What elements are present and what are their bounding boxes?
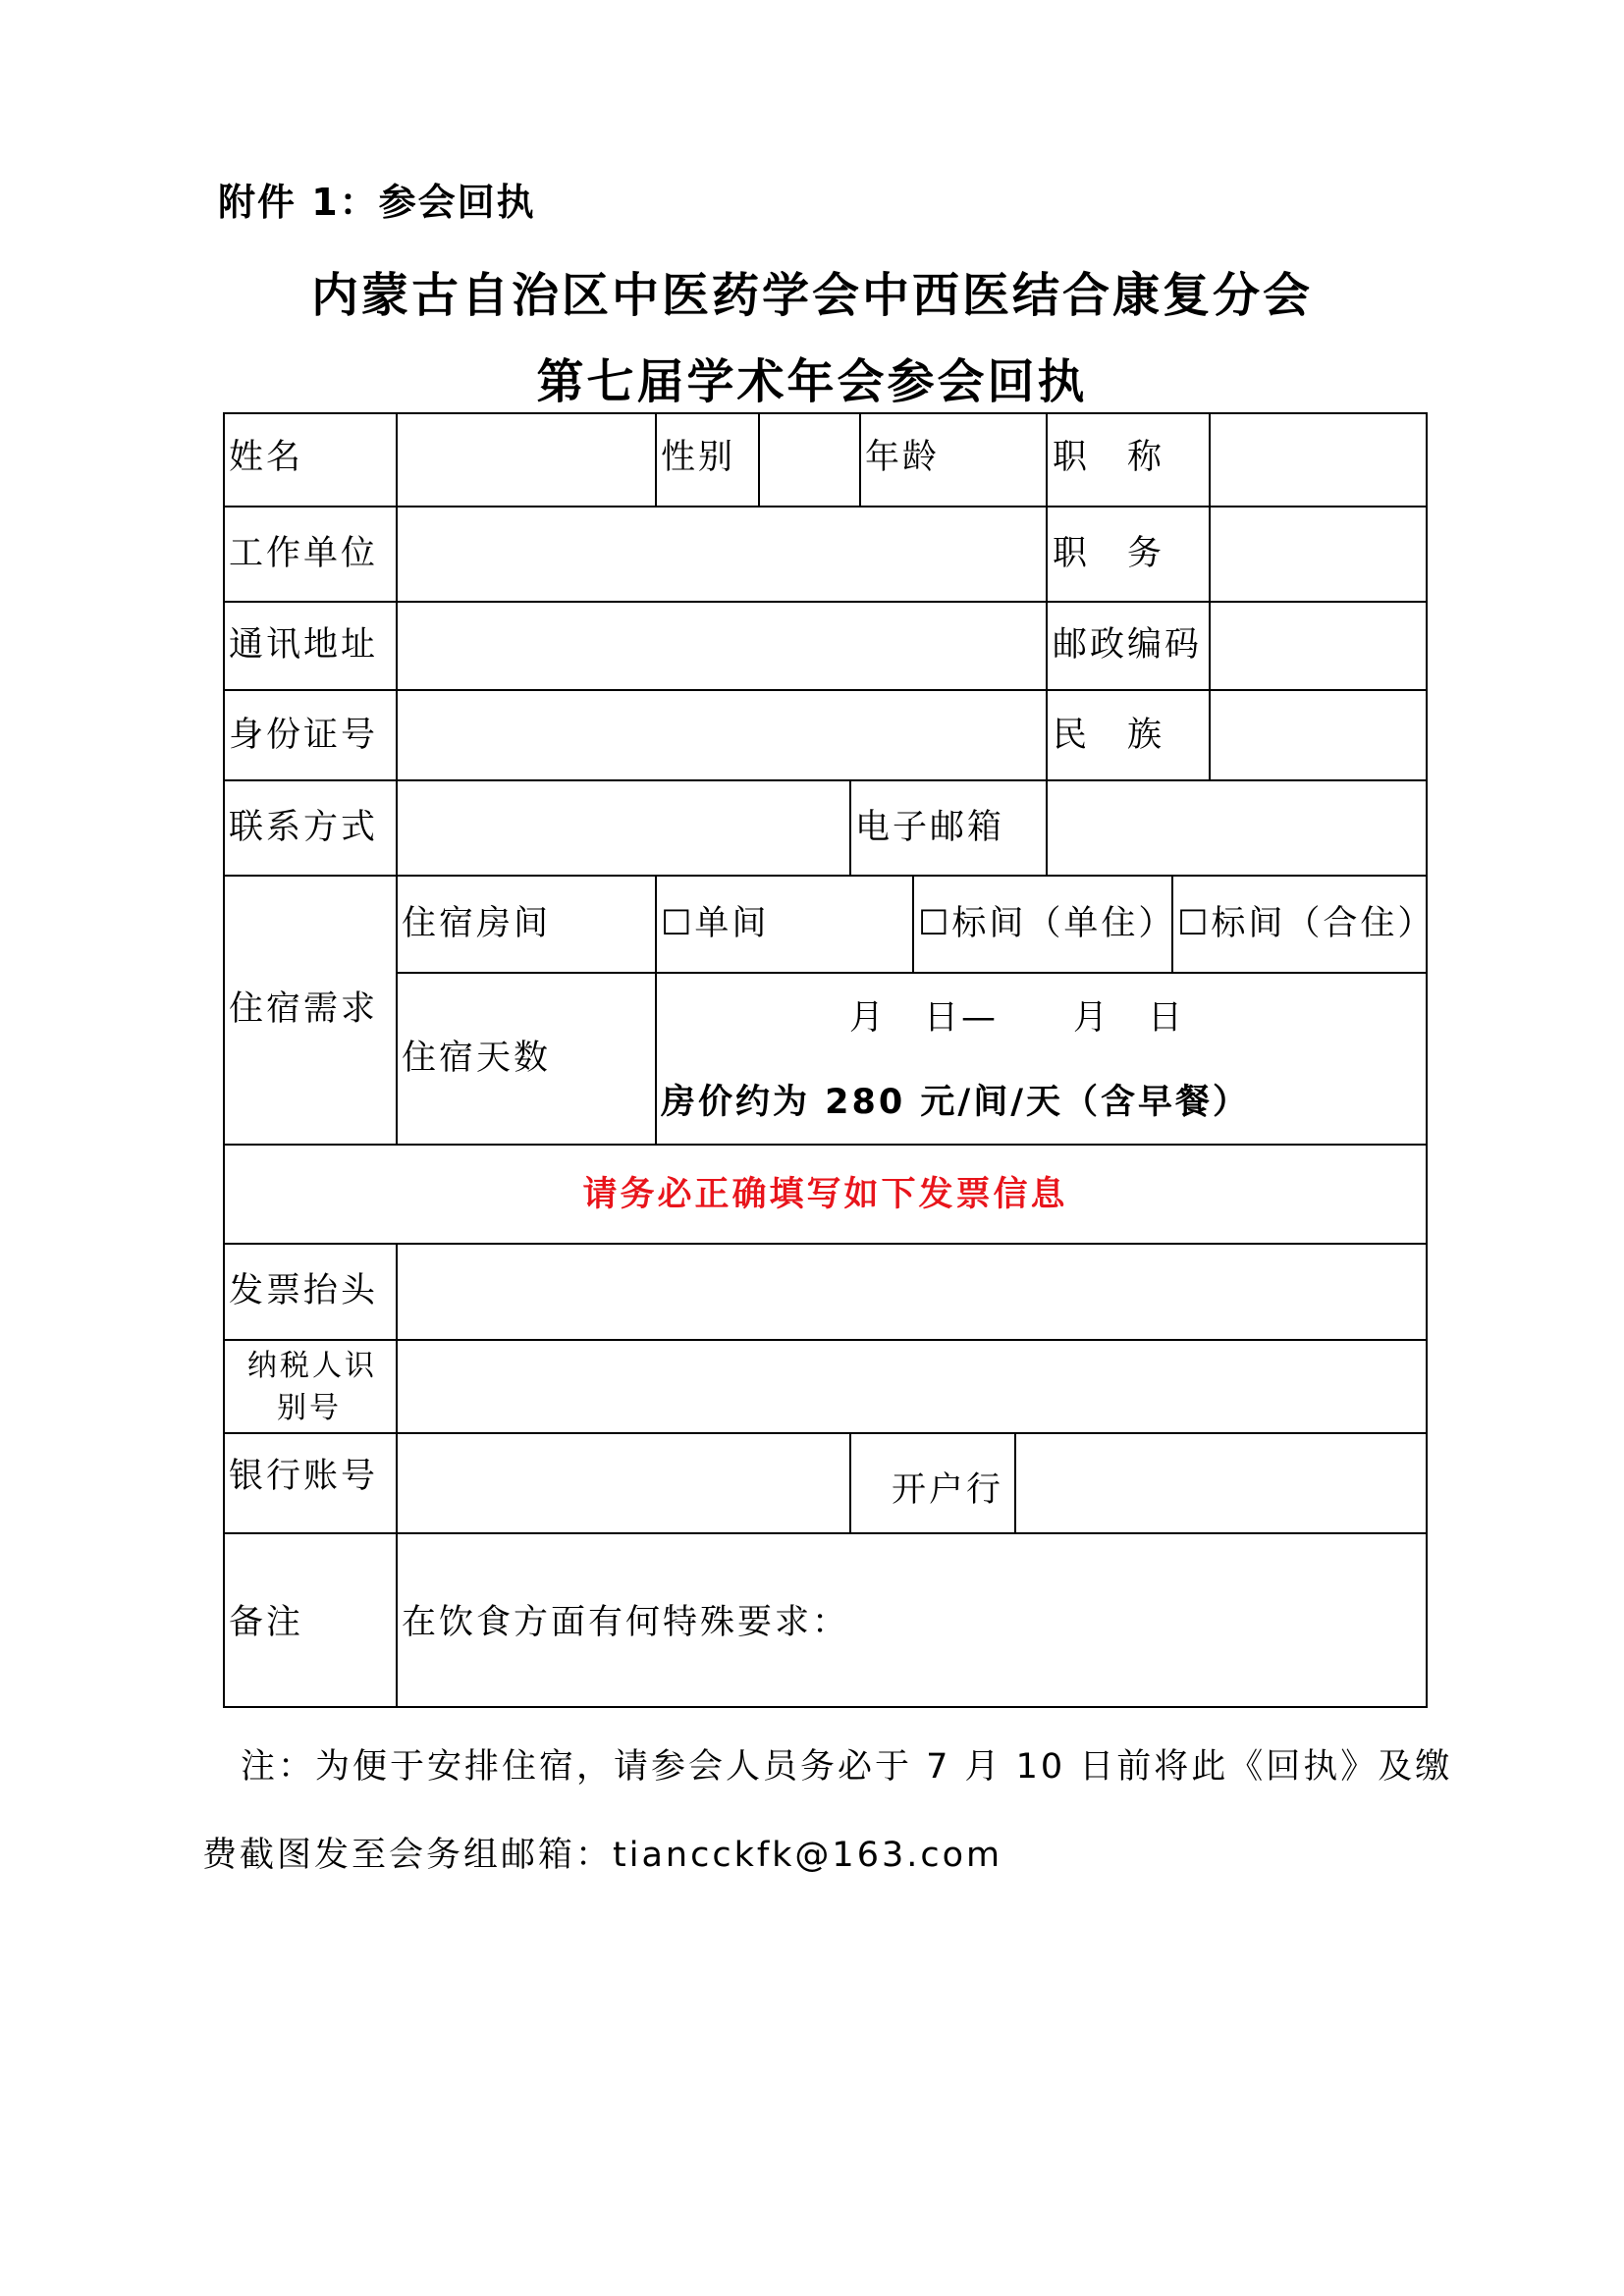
grid-line bbox=[859, 412, 861, 506]
grid-line bbox=[655, 875, 657, 1144]
option-standard-shared[interactable]: ☐标间（合住） bbox=[1177, 904, 1435, 943]
grid-line bbox=[223, 412, 1428, 414]
grid-line bbox=[396, 1243, 398, 1706]
grid-line bbox=[912, 875, 914, 972]
grid-line bbox=[223, 1432, 1428, 1434]
grid-line bbox=[396, 972, 1428, 974]
label-bank: 开户行 bbox=[892, 1470, 1004, 1510]
grid-line bbox=[223, 1532, 1428, 1534]
label-ethnicity: 民 族 bbox=[1053, 716, 1165, 755]
grid-line bbox=[223, 1144, 1428, 1146]
label-id-number: 身份证号 bbox=[229, 716, 379, 755]
grid-line bbox=[1046, 779, 1048, 875]
label-taxpayer-id-1: 纳税人识 bbox=[247, 1349, 377, 1383]
price-note: 房价约为 280 元/间/天（含早餐） bbox=[661, 1083, 1250, 1122]
grid-line bbox=[396, 412, 398, 1144]
label-invoice-title: 发票抬头 bbox=[229, 1271, 379, 1310]
attachment-label: 附件 1：参会回执 bbox=[218, 181, 536, 224]
footer-note-line-1: 注：为便于安排住宿，请参会人员务必于 7 月 10 日前将此《回执》及缴 bbox=[241, 1747, 1453, 1787]
label-gender: 性别 bbox=[661, 438, 736, 477]
registration-form bbox=[223, 412, 1435, 1708]
grid-line bbox=[223, 1243, 1428, 1245]
label-title: 职 称 bbox=[1053, 438, 1165, 477]
option-single-room[interactable]: ☐单间 bbox=[661, 904, 770, 943]
invoice-notice: 请务必正确填写如下发票信息 bbox=[582, 1175, 1068, 1214]
grid-line bbox=[223, 506, 1428, 507]
grid-line bbox=[223, 875, 1428, 877]
grid-line bbox=[1014, 1432, 1016, 1532]
diet-question: 在饮食方面有何特殊要求： bbox=[402, 1603, 850, 1642]
grid-line bbox=[758, 412, 760, 506]
grid-line bbox=[223, 779, 1428, 781]
grid-line bbox=[223, 1706, 1428, 1708]
label-bank-account: 银行账号 bbox=[229, 1457, 379, 1496]
option-standard-single[interactable]: ☐标间（单住） bbox=[918, 904, 1176, 943]
label-taxpayer-id-2: 别号 bbox=[277, 1391, 342, 1425]
label-age: 年龄 bbox=[865, 438, 941, 477]
grid-line bbox=[849, 779, 851, 875]
label-stay-days: 住宿天数 bbox=[402, 1039, 552, 1078]
label-email: 电子邮箱 bbox=[855, 808, 1005, 847]
grid-line bbox=[223, 1339, 1428, 1341]
grid-line bbox=[849, 1432, 851, 1532]
label-name: 姓名 bbox=[229, 438, 304, 477]
label-postcode: 邮政编码 bbox=[1053, 625, 1203, 665]
grid-line bbox=[223, 689, 1428, 691]
grid-line bbox=[1426, 412, 1428, 1708]
grid-line bbox=[655, 412, 657, 506]
label-contact: 联系方式 bbox=[229, 808, 379, 847]
grid-line bbox=[223, 601, 1428, 603]
label-position: 职 务 bbox=[1053, 534, 1165, 573]
label-work-unit: 工作单位 bbox=[229, 534, 379, 573]
label-address: 通讯地址 bbox=[229, 625, 379, 665]
label-room-type: 住宿房间 bbox=[402, 904, 552, 943]
title-line-2: 第七届学术年会参会回执 bbox=[536, 354, 1088, 409]
title-line-1: 内蒙古自治区中医药学会中西医结合康复分会 bbox=[310, 268, 1313, 323]
grid-line bbox=[1046, 412, 1048, 779]
grid-line bbox=[223, 412, 225, 1708]
label-accommodation: 住宿需求 bbox=[229, 989, 379, 1029]
stay-date-range: 月 日— 月 日 bbox=[849, 998, 1186, 1038]
footer-note-line-2: 费截图发至会务组邮箱：tiancckfk@163.com bbox=[202, 1836, 1003, 1875]
grid-line bbox=[1209, 412, 1211, 779]
label-remarks: 备注 bbox=[229, 1603, 304, 1642]
